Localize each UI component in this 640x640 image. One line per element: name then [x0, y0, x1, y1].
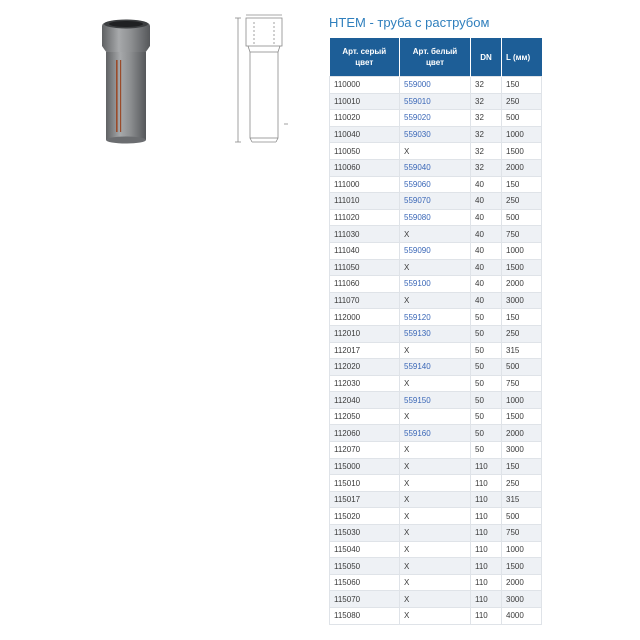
white-article-cell[interactable]: 559160	[400, 425, 471, 442]
length-cell: 250	[502, 193, 542, 210]
white-article-cell[interactable]: 559040	[400, 159, 471, 176]
length-cell: 150	[502, 309, 542, 326]
length-cell: 4000	[502, 608, 542, 625]
grey-article-cell: 115017	[330, 491, 400, 508]
dn-cell: 110	[471, 475, 502, 492]
grey-article-cell: 115040	[330, 541, 400, 558]
dn-cell: 110	[471, 541, 502, 558]
table-row	[330, 442, 542, 459]
length-cell: 150	[502, 77, 542, 94]
length-cell: 500	[502, 110, 542, 127]
table-row	[330, 491, 542, 508]
table-row	[330, 458, 542, 475]
grey-article-cell: 112030	[330, 375, 400, 392]
length-cell: 250	[502, 325, 542, 342]
dn-cell: 110	[471, 491, 502, 508]
table-row	[330, 259, 542, 276]
white-article-cell: X	[400, 375, 471, 392]
dn-cell: 110	[471, 558, 502, 575]
table-row	[330, 126, 542, 143]
white-article-cell[interactable]: 559000	[400, 77, 471, 94]
length-cell: 150	[502, 458, 542, 475]
grey-article-cell: 115080	[330, 608, 400, 625]
white-article-cell: X	[400, 458, 471, 475]
grey-article-cell: 112020	[330, 359, 400, 376]
table-row	[330, 143, 542, 160]
grey-article-cell: 111040	[330, 242, 400, 259]
white-article-cell: X	[400, 408, 471, 425]
length-cell: 150	[502, 176, 542, 193]
grey-article-cell: 112000	[330, 309, 400, 326]
white-article-cell: X	[400, 259, 471, 276]
table-row	[330, 242, 542, 259]
dn-cell: 110	[471, 608, 502, 625]
table-row	[330, 176, 542, 193]
header-white-article: Арт. белый цвет	[400, 38, 471, 77]
grey-article-cell: 111050	[330, 259, 400, 276]
grey-article-cell: 112060	[330, 425, 400, 442]
length-cell: 1500	[502, 408, 542, 425]
header-length: L (мм)	[502, 38, 542, 77]
length-cell: 2000	[502, 425, 542, 442]
dn-cell: 110	[471, 458, 502, 475]
dn-cell: 40	[471, 259, 502, 276]
grey-article-cell: 110060	[330, 159, 400, 176]
table-row	[330, 342, 542, 359]
page-title: HTEM - труба с раструбом	[329, 15, 490, 30]
header-dn: DN	[471, 38, 502, 77]
table-row	[330, 525, 542, 542]
table-row	[330, 193, 542, 210]
table-row	[330, 359, 542, 376]
dn-cell: 32	[471, 159, 502, 176]
white-article-cell[interactable]: 559090	[400, 242, 471, 259]
length-cell: 1000	[502, 392, 542, 409]
dn-cell: 50	[471, 425, 502, 442]
dn-cell: 32	[471, 143, 502, 160]
table-row	[330, 408, 542, 425]
white-article-cell[interactable]: 559070	[400, 193, 471, 210]
dn-cell: 40	[471, 242, 502, 259]
grey-article-cell: 110020	[330, 110, 400, 127]
dn-cell: 110	[471, 525, 502, 542]
dn-cell: 32	[471, 93, 502, 110]
dn-cell: 50	[471, 375, 502, 392]
white-article-cell: X	[400, 143, 471, 160]
length-cell: 3000	[502, 292, 542, 309]
table-row	[330, 226, 542, 243]
dn-cell: 110	[471, 574, 502, 591]
table-row	[330, 591, 542, 608]
grey-article-cell: 115010	[330, 475, 400, 492]
length-cell: 500	[502, 508, 542, 525]
length-cell: 315	[502, 342, 542, 359]
grey-article-cell: 112017	[330, 342, 400, 359]
dn-cell: 50	[471, 342, 502, 359]
grey-article-cell: 112010	[330, 325, 400, 342]
white-article-cell[interactable]: 559120	[400, 309, 471, 326]
table-row	[330, 541, 542, 558]
white-article-cell: X	[400, 608, 471, 625]
dn-cell: 50	[471, 442, 502, 459]
length-cell: 1000	[502, 242, 542, 259]
grey-article-cell: 111000	[330, 176, 400, 193]
dn-cell: 32	[471, 77, 502, 94]
grey-article-cell: 110000	[330, 77, 400, 94]
length-cell: 2000	[502, 159, 542, 176]
table-row	[330, 292, 542, 309]
table-row	[330, 375, 542, 392]
white-article-cell: X	[400, 508, 471, 525]
dn-cell: 40	[471, 193, 502, 210]
dn-cell: 32	[471, 110, 502, 127]
dn-cell: 110	[471, 508, 502, 525]
grey-article-cell: 115050	[330, 558, 400, 575]
length-cell: 3000	[502, 591, 542, 608]
grey-article-cell: 111020	[330, 209, 400, 226]
dn-cell: 50	[471, 309, 502, 326]
table-row	[330, 209, 542, 226]
length-cell: 750	[502, 525, 542, 542]
table-row	[330, 392, 542, 409]
white-article-cell[interactable]: 559020	[400, 110, 471, 127]
white-article-cell[interactable]: 559140	[400, 359, 471, 376]
length-cell: 2000	[502, 574, 542, 591]
grey-article-cell: 112070	[330, 442, 400, 459]
spec-table	[329, 38, 542, 625]
white-article-cell[interactable]: 559060	[400, 176, 471, 193]
grey-article-cell: 111060	[330, 276, 400, 293]
white-article-cell: X	[400, 442, 471, 459]
white-article-cell: X	[400, 491, 471, 508]
table-row	[330, 309, 542, 326]
white-article-cell[interactable]: 559150	[400, 392, 471, 409]
dn-cell: 50	[471, 392, 502, 409]
table-row	[330, 608, 542, 625]
table-row	[330, 93, 542, 110]
length-cell: 2000	[502, 276, 542, 293]
dn-cell: 40	[471, 176, 502, 193]
length-cell: 3000	[502, 442, 542, 459]
grey-article-cell: 111010	[330, 193, 400, 210]
grey-article-cell: 112050	[330, 408, 400, 425]
white-article-cell: X	[400, 525, 471, 542]
dn-cell: 32	[471, 126, 502, 143]
table-body	[330, 77, 542, 625]
pipe-drawing	[232, 12, 290, 148]
grey-article-cell: 110040	[330, 126, 400, 143]
white-article-cell: X	[400, 591, 471, 608]
length-cell: 1500	[502, 259, 542, 276]
dn-cell: 40	[471, 276, 502, 293]
grey-article-cell: 115070	[330, 591, 400, 608]
length-cell: 1000	[502, 126, 542, 143]
table-header-row	[330, 38, 542, 77]
grey-article-cell: 110050	[330, 143, 400, 160]
dn-cell: 40	[471, 292, 502, 309]
grey-article-cell: 111030	[330, 226, 400, 243]
length-cell: 750	[502, 226, 542, 243]
table-row	[330, 159, 542, 176]
table-row	[330, 425, 542, 442]
table-row	[330, 475, 542, 492]
white-article-cell: X	[400, 558, 471, 575]
table-row	[330, 77, 542, 94]
white-article-cell[interactable]: 559010	[400, 93, 471, 110]
dn-cell: 50	[471, 359, 502, 376]
white-article-cell: X	[400, 292, 471, 309]
white-article-cell[interactable]: 559030	[400, 126, 471, 143]
dn-cell: 40	[471, 209, 502, 226]
dn-cell: 40	[471, 226, 502, 243]
length-cell: 1500	[502, 143, 542, 160]
white-article-cell: X	[400, 475, 471, 492]
header-grey-article: Арт. серый цвет	[330, 38, 400, 77]
grey-article-cell: 115060	[330, 574, 400, 591]
table-row	[330, 110, 542, 127]
table-row	[330, 558, 542, 575]
table-row	[330, 325, 542, 342]
dn-cell: 50	[471, 408, 502, 425]
white-article-cell: X	[400, 574, 471, 591]
length-cell: 1500	[502, 558, 542, 575]
white-article-cell[interactable]: 559130	[400, 325, 471, 342]
pipe-photo	[96, 16, 156, 146]
length-cell: 250	[502, 475, 542, 492]
white-article-cell: X	[400, 226, 471, 243]
dn-cell: 50	[471, 325, 502, 342]
white-article-cell[interactable]: 559100	[400, 276, 471, 293]
white-article-cell: X	[400, 541, 471, 558]
length-cell: 500	[502, 359, 542, 376]
dn-cell: 110	[471, 591, 502, 608]
length-cell: 750	[502, 375, 542, 392]
white-article-cell[interactable]: 559080	[400, 209, 471, 226]
length-cell: 250	[502, 93, 542, 110]
grey-article-cell: 115030	[330, 525, 400, 542]
length-cell: 315	[502, 491, 542, 508]
length-cell: 500	[502, 209, 542, 226]
length-cell: 1000	[502, 541, 542, 558]
grey-article-cell: 115020	[330, 508, 400, 525]
grey-article-cell: 112040	[330, 392, 400, 409]
table-row	[330, 574, 542, 591]
table-row	[330, 508, 542, 525]
white-article-cell: X	[400, 342, 471, 359]
table-row	[330, 276, 542, 293]
grey-article-cell: 111070	[330, 292, 400, 309]
grey-article-cell: 115000	[330, 458, 400, 475]
grey-article-cell: 110010	[330, 93, 400, 110]
